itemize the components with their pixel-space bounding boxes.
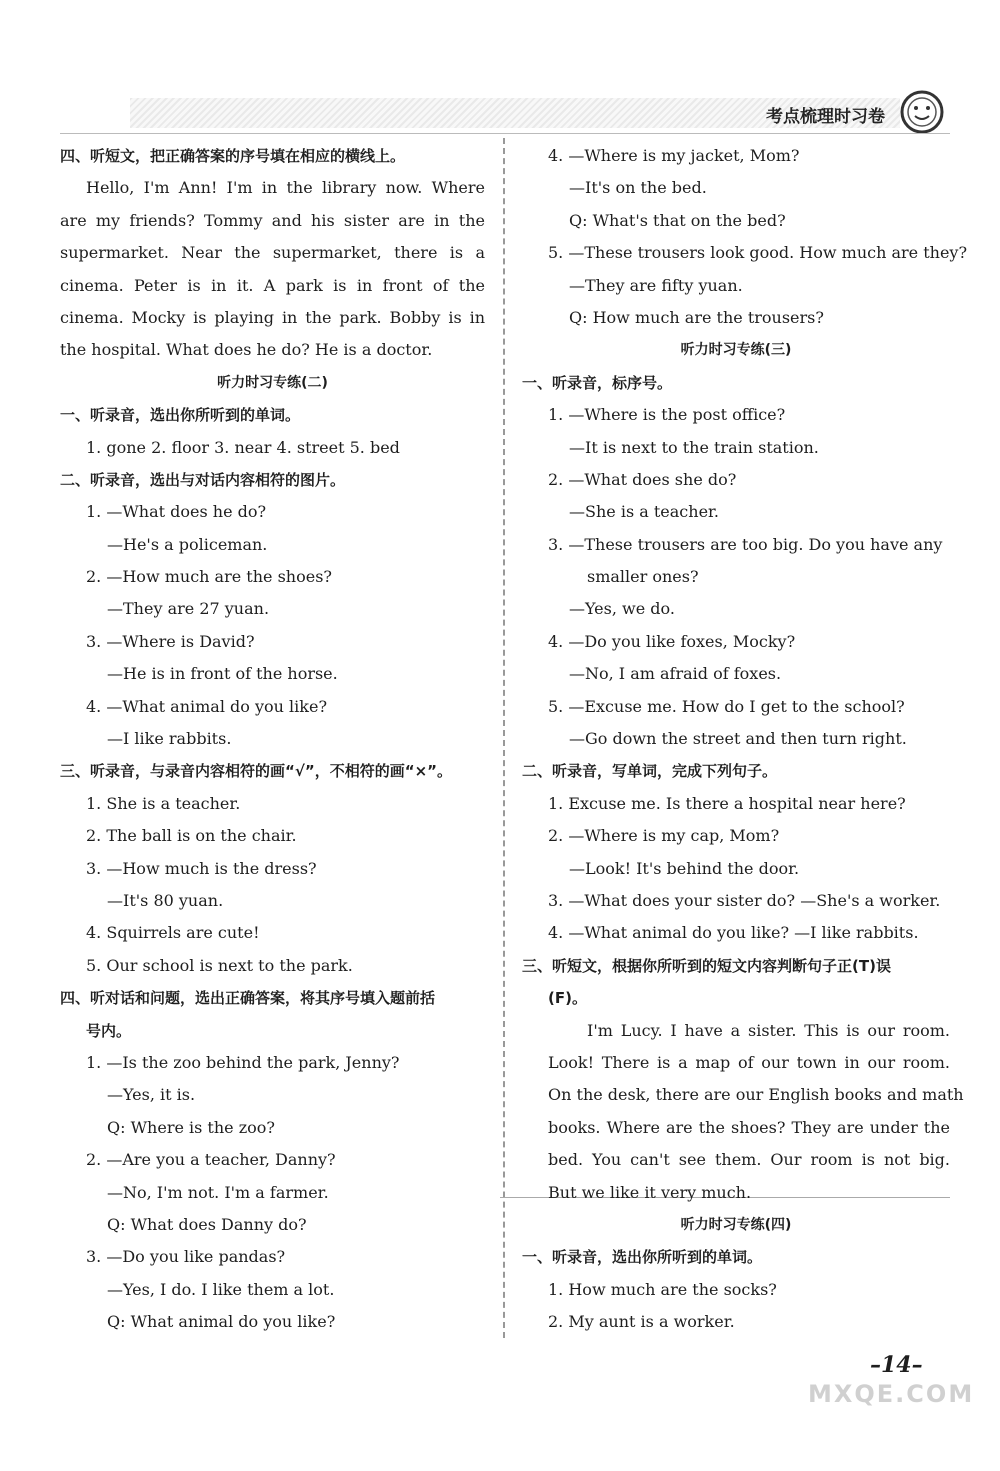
text-line: Hello, I'm Ann! I'm in the library now. Where [86,178,485,198]
text-line: Q: What's that on the bed? [569,210,786,230]
watermark: MXQE.COM [808,1380,975,1408]
text-line: 2. —How much are the shoes? [86,567,332,587]
text-line: 2. —Are you a teacher, Danny? [86,1150,336,1170]
text-line: 4. —Do you like foxes, Mocky? [548,631,796,651]
text-line: 5. —Excuse me. How do I get to the school? [548,696,905,716]
text-line: 2. —What does she do? [548,469,737,489]
text-line: —Yes, it is. [107,1085,196,1105]
text-line: —Yes, we do. [569,599,675,619]
text-line: books. Where are the shoes? They are under the [548,1117,950,1137]
text-line: 4. —What animal do you like? [86,696,328,716]
header-title: 考点梳理时习卷 [766,107,885,127]
right-column [522,140,968,1338]
text-line: Q: What animal do you like? [107,1312,336,1332]
column-divider [503,138,505,1338]
text-line: 二、听录音，写单词，完成下列句子。 [522,762,778,781]
text-line: 一、听录音，选出你所听到的单词。 [60,406,301,425]
text-line: Q: What does Danny do? [107,1214,307,1234]
text-line: 一、听录音，标序号。 [522,373,673,392]
text-line: Q: Where is the zoo? [107,1117,275,1137]
text-line: —No, I'm not. I'm a farmer. [107,1182,329,1202]
text-line: 号内。 [86,1021,132,1040]
text-line: 4. —Where is my jacket, Mom? [548,146,800,165]
text-line: —It's on the bed. [569,178,707,198]
text-line: 1. —What does he do? [86,502,267,522]
text-line: 3. —What does your sister do? —She's a worker. [548,890,941,910]
text-line: 听力时习专练(四) [680,1216,792,1233]
left-column [60,140,485,1338]
text-line: —Yes, I do. I like them a lot. [107,1279,335,1299]
text-line: 1. gone 2. floor 3. near 4. street 5. bed [86,437,400,457]
text-line: —Go down the street and then turn right. [569,729,907,749]
text-line: 5. —These trousers look good. How much are they? [548,243,968,263]
text-line: 听力时习专练(三) [680,342,792,359]
text-line: —Look! It's behind the door. [569,858,800,878]
text-line: 听力时习专练(二) [217,374,328,391]
text-line: Q: How much are the trousers? [569,307,824,327]
text-line: —They are 27 yuan. [107,599,270,619]
text-line: —He is in front of the horse. [107,664,338,684]
logo-icon [900,90,944,134]
text-line: 1. She is a teacher. [86,793,241,813]
text-line: —She is a teacher. [569,502,720,522]
text-line: 2. —Where is my cap, Mom? [548,826,780,846]
text-line: 4. Squirrels are cute! [86,923,260,943]
text-line: cinema. Mocky is playing in the park. Bobby is in [60,307,485,327]
page-number: –14– [870,1352,923,1378]
text-line: —No, I am afraid of foxes. [569,664,782,684]
text-line: 1. —Where is the post office? [548,405,786,425]
text-line: 一、听录音，选出你所听到的单词。 [522,1248,763,1267]
text-line: 三、听录音，与录音内容相符的画“√”，不相符的画“×”。 [60,762,453,781]
text-line: 二、听录音，选出与对话内容相符的图片。 [60,470,346,489]
text-line: —I like rabbits. [107,729,232,749]
text-line: 三、听短文，根据你所听到的短文内容判断句子正(T)误 [522,956,891,975]
text-line: Look! There is a map of our town in our room. [548,1052,950,1072]
text-line: —It is next to the train station. [569,437,819,457]
text-line: 1. —Is the zoo behind the park, Jenny? [86,1052,400,1072]
text-line: But we like it very much. [548,1182,752,1202]
text-line: 1. Excuse me. Is there a hospital near here? [548,793,906,813]
text-line: (F)。 [548,989,587,1008]
text-line: bed. You can't see them. Our room is not big. [548,1150,950,1170]
text-line: 3. —Do you like pandas? [86,1247,286,1267]
text-line: 3. —Where is David? [86,631,255,651]
text-line: 2. My aunt is a worker. [548,1312,735,1332]
text-line: 1. How much are the socks? [548,1279,777,1299]
text-line: are my friends? Tommy and his sister are in the [60,210,485,230]
text-line: cinema. Peter is in it. A park is in front of the [60,275,485,295]
text-line: —They are fifty yuan. [569,275,743,295]
text-line: smaller ones? [587,567,699,587]
text-line: 四、听短文，把正确答案的序号填在相应的横线上。 [60,147,406,165]
text-line: 5. Our school is next to the park. [86,955,353,975]
header-divider [60,133,950,134]
text-line: 3. —How much is the dress? [86,858,317,878]
text-line: —It's 80 yuan. [107,890,224,910]
text-line: 四、听对话和问题，选出正确答案，将其序号填入题前括 [60,989,436,1008]
text-line: I'm Lucy. I have a sister. This is our room. [587,1020,950,1040]
text-line: 3. —These trousers are too big. Do you have any [548,534,943,554]
text-line: supermarket. Near the supermarket, there is a [60,243,485,263]
text-line: the hospital. What does he do? He is a doctor. [60,340,433,360]
text-line: On the desk, there are our English books and math [548,1085,964,1105]
text-line: —He's a policeman. [107,534,268,554]
text-line: 4. —What animal do you like? —I like rabbits. [548,923,919,943]
text-line: 2. The ball is on the chair. [86,826,297,846]
